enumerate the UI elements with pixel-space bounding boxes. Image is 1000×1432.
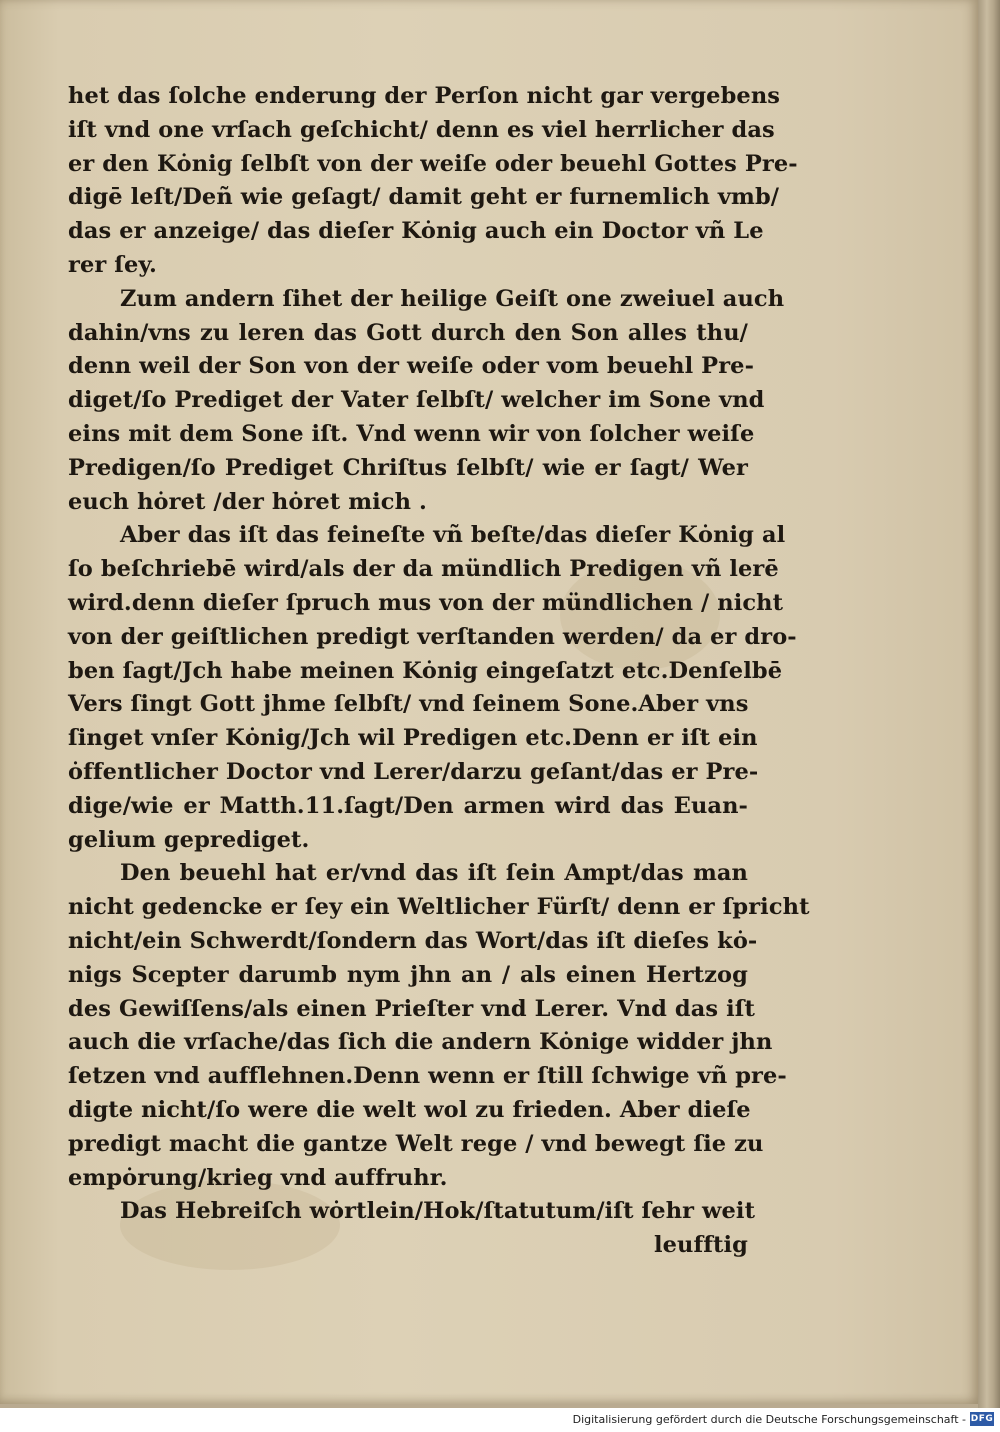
text-line: ſinget vnſer Kȯnig/Jch wil Predigen etc.Denn er iſt ein bbox=[68, 725, 758, 752]
text-line: Zum andern ſihet der heilige Geiſt one zweiuel auch bbox=[120, 285, 785, 312]
text-line: empȯrung/krieg vnd auffruhr. bbox=[68, 1164, 448, 1191]
text-line: ben ſagt/Jch habe meinen Kȯnig eingeſatzt etc.Denſelbē bbox=[68, 657, 783, 684]
funding-credit: Digitalisierung gefördert durch die Deutsche Forschungsgemeinschaft - bbox=[572, 1413, 966, 1426]
text-line: gelium geprediget. bbox=[68, 826, 310, 853]
text-line: iſt vnd one vrſach geſchicht/ denn es viel herrlicher das bbox=[68, 116, 775, 143]
text-line: nicht/ein Schwerdt/ſondern das Wort/das iſt dieſes kȯ- bbox=[68, 927, 758, 954]
text-line: Vers ſingt Gott jhme ſelbſt/ vnd ſeinem Sone.Aber vns bbox=[68, 691, 749, 718]
text-line: eins mit dem Sone iſt. Vnd wenn wir von ſolcher weiſe bbox=[68, 420, 755, 447]
text-line: ſetzen vnd aufflehnen.Denn wenn er ſtill ſchwige vñ pre- bbox=[68, 1063, 787, 1090]
text-line: digte nicht/ſo were die welt wol zu frieden. Aber dieſe bbox=[68, 1096, 751, 1123]
text-line: nigs Scepter darumb nym jhn an / als einen Hertzog bbox=[68, 961, 748, 988]
text-line: nicht gedencke er ſey ein Weltlicher Fürſt/ denn er ſpricht bbox=[68, 894, 810, 921]
page-edge bbox=[978, 0, 1000, 1408]
text-line: Den beuehl hat er/vnd das iſt ſein Ampt/das man bbox=[120, 860, 748, 887]
text-line: euch hȯret /der hȯret mich . bbox=[68, 488, 427, 515]
dfg-logo: DFG bbox=[970, 1414, 994, 1424]
text-line: ſo beſchriebē wird/als der da mündlich Predigen vñ lerē bbox=[68, 556, 779, 583]
text-line: von der geiſtlichen predigt verſtanden werden/ da er dro- bbox=[68, 623, 797, 650]
text-line: des Gewiſſens/als einen Prieſter vnd Lerer. Vnd das iſt bbox=[68, 995, 756, 1022]
text-line: Das Hebreiſch wȯrtlein/Hok/ſtatutum/iſt ſehr weit bbox=[120, 1198, 756, 1225]
text-block bbox=[68, 80, 810, 1263]
text-line: diget/ſo Prediget der Vater ſelbſt/ welcher im Sone vnd bbox=[68, 387, 765, 414]
text-line: dige/wie er Matth.11.ſagt/Den armen wird das Euan- bbox=[68, 792, 748, 819]
text-line: dahin/vns zu leren das Gott durch den Son alles thu/ bbox=[68, 319, 748, 346]
text-line: Predigen/ſo Prediget Chriſtus ſelbſt/ wie er ſagt/ Wer bbox=[68, 454, 748, 481]
text-line: auch die vrſache/das ſich die andern Kȯnige widder jhn bbox=[68, 1029, 773, 1056]
text-line: predigt macht die gantze Welt rege / vnd bewegt ſie zu bbox=[68, 1130, 764, 1157]
text-line: het das ſolche enderung der Perſon nicht gar vergebens bbox=[68, 83, 781, 109]
text-line: er den Kȯnig ſelbſt von der weiſe oder beuehl Gottes Pre- bbox=[68, 150, 798, 177]
text-line: wird.denn dieſer ſpruch mus von der mündlichen / nicht bbox=[68, 589, 784, 616]
text-line: digē leſt/Deñ wie geſagt/ damit geht er furnemlich vmb/ bbox=[68, 184, 780, 211]
text-line: das er anzeige/ das dieſer Kȯnig auch ein Doctor vñ Le bbox=[68, 218, 764, 245]
text-line: denn weil der Son von der weiſe oder vom beuehl Pre- bbox=[68, 353, 755, 380]
text-line: Aber das iſt das feineſte vñ beſte/das dieſer Kȯnig al bbox=[120, 522, 786, 549]
text-line: rer ſey. bbox=[68, 251, 157, 278]
text-line: ȯffentlicher Doctor vnd Lerer/darzu geſant/das er Pre- bbox=[68, 758, 759, 785]
catchword: leufftig bbox=[653, 1232, 748, 1259]
footer-bar bbox=[0, 1408, 1000, 1432]
